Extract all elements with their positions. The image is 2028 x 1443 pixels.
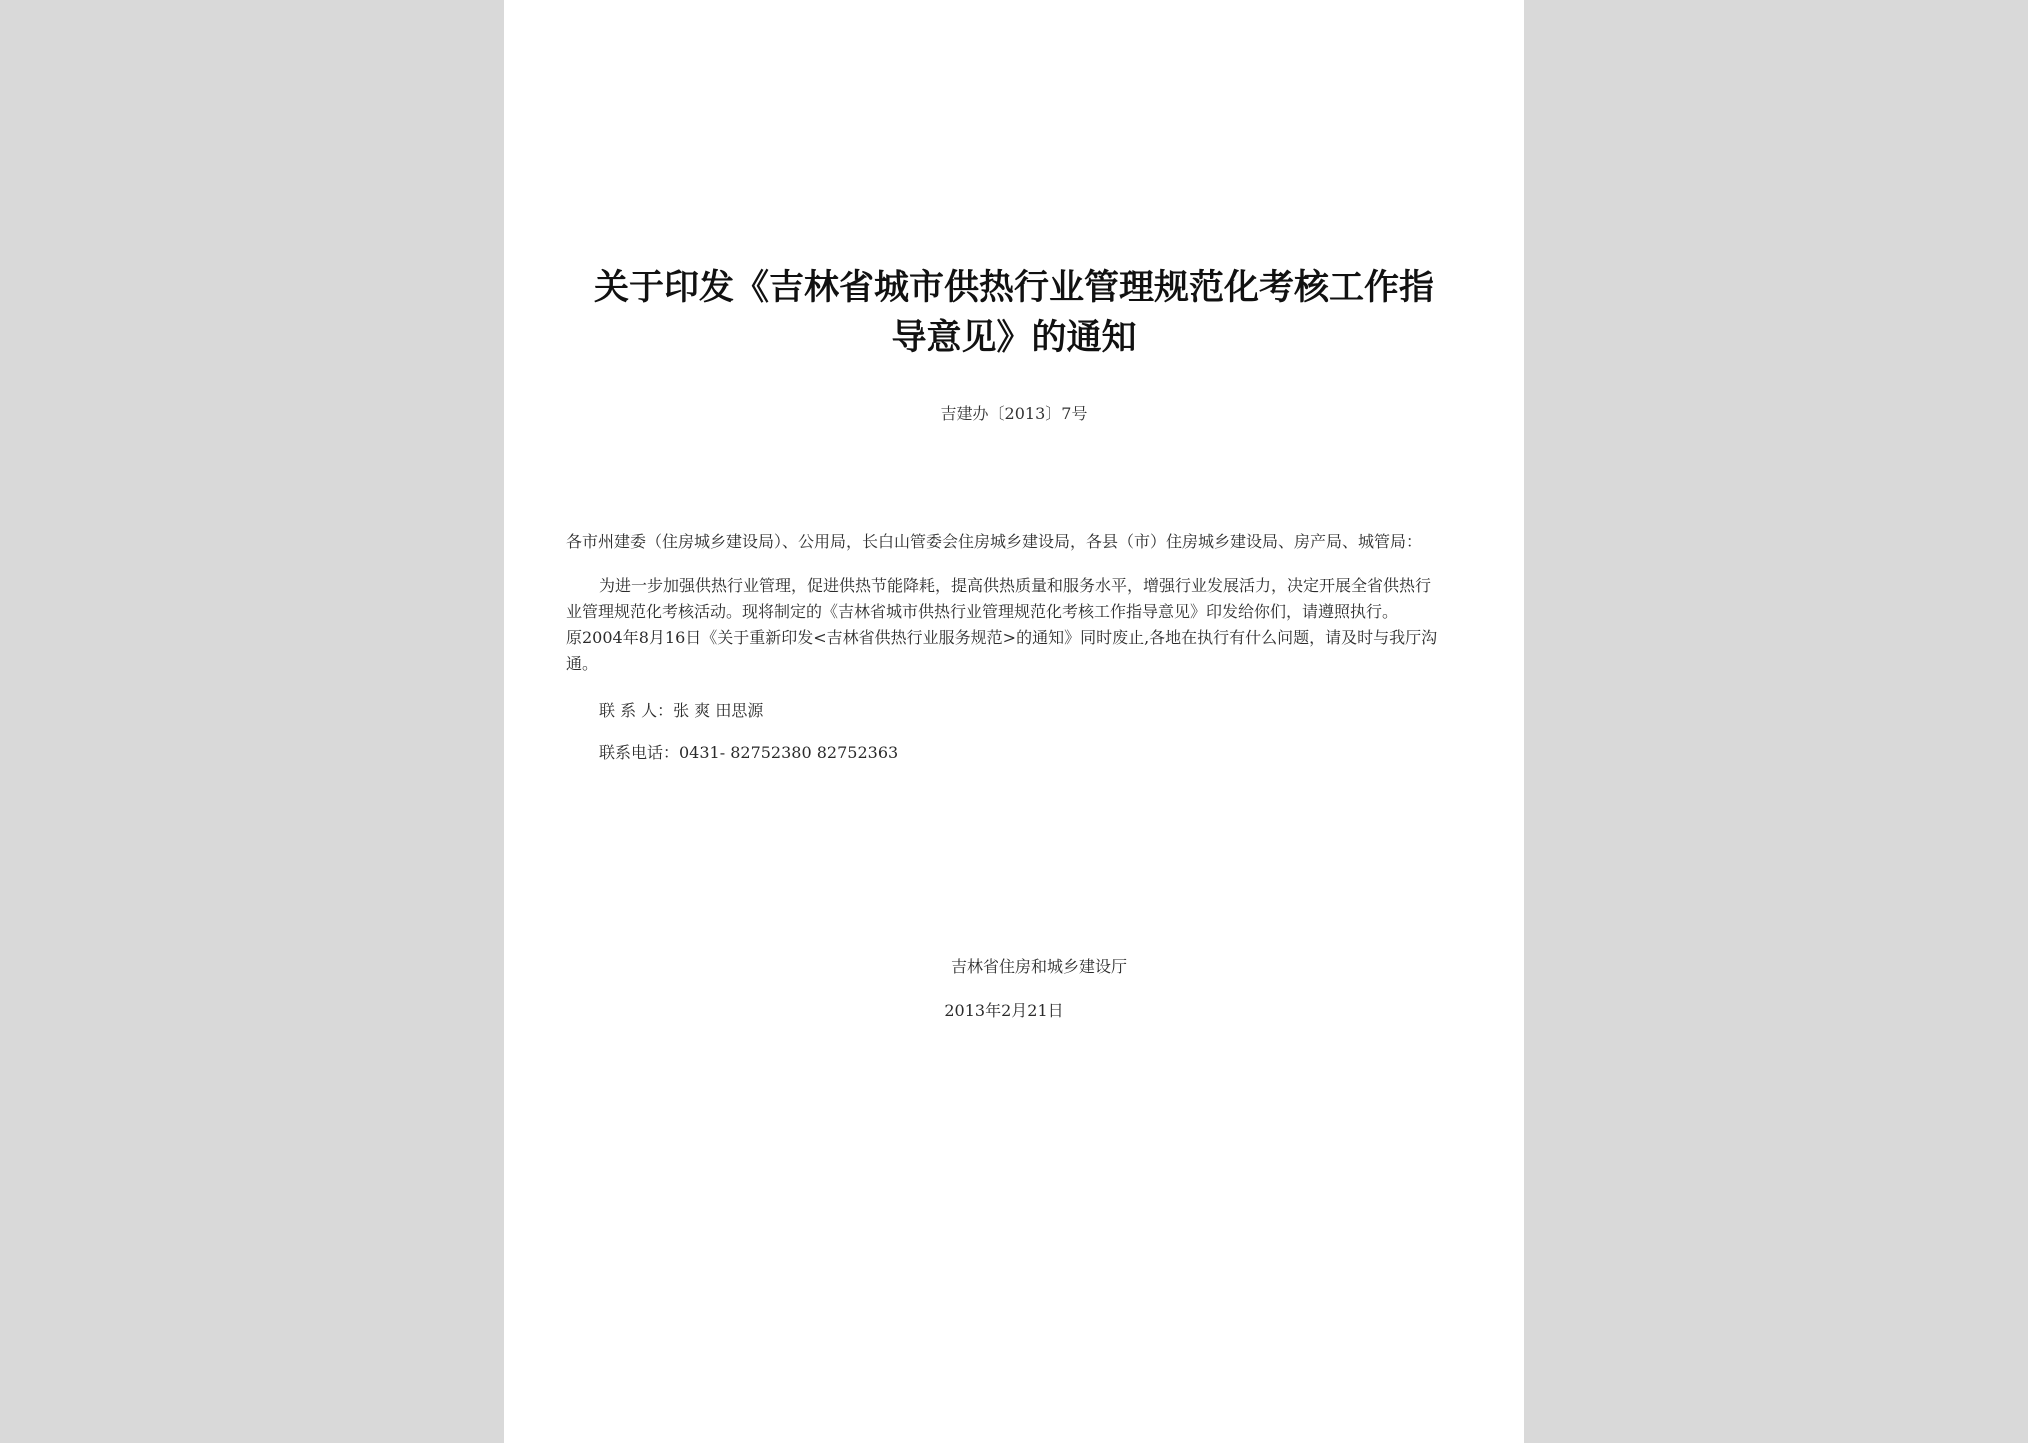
body-paragraph <box>566 573 1466 677</box>
issuing-authority: 吉林省住房和城乡建设厅 <box>950 957 1127 976</box>
document-number: 吉建办〔2013〕7号 <box>940 404 1088 423</box>
document-title <box>566 263 1462 363</box>
paragraph-line-1: 为进一步加强供热行业管理，促进供热节能降耗，提高供热质量和服务水平，增强行业发展活力，决定开展全省供热行 <box>599 576 1432 595</box>
paragraph-line-2: 业管理规范化考核活动。现将制定的《吉林省城市供热行业管理规范化考核工作指导意见》印发给你们，请遵照执行。 <box>566 602 1399 621</box>
contact-phone: 联系电话：0431- 82752380 82752363 <box>599 743 899 762</box>
paragraph-line-3: 原2004年8月16日《关于重新印发<吉林省供热行业服务规范>的通知》同时废止,各地在执行有什么问题，请及时与我厅沟 <box>566 628 1438 647</box>
issue-date: 2013年2月21日 <box>944 1001 1064 1020</box>
document-page <box>504 0 1524 1443</box>
title-line-2: 导意见》的通知 <box>891 318 1137 358</box>
addressee-line: 各市州建委（住房城乡建设局）、公用局，长白山管委会住房城乡建设局，各县（市）住房城乡建设局、房产局、城管局： <box>566 532 1423 551</box>
paragraph-line-4: 通。 <box>566 654 599 673</box>
title-line-1: 关于印发《吉林省城市供热行业管理规范化考核工作指 <box>593 268 1434 308</box>
contact-person: 联 系 人：张 爽 田思源 <box>599 701 764 720</box>
